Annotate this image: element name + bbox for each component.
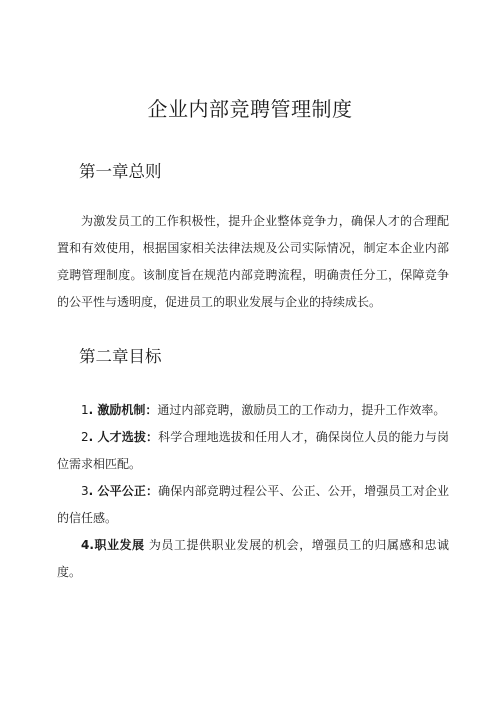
goal-item-number: 2 — [81, 430, 89, 444]
goal-item-number: 1 — [81, 403, 89, 417]
goal-item-1 — [57, 397, 449, 424]
chapter-1-heading: 第一章总则 — [79, 162, 162, 181]
goal-item-2 — [57, 424, 449, 478]
goal-item-text: 通过内部竞聘，激励员工的工作动力，提升工作效率。 — [157, 403, 446, 417]
goal-item-lead: . 公平公正： — [88, 484, 159, 498]
chapter-1-paragraph: 为激发员工的工作积极性，提升企业整体竞争力，确保人才的合理配置和有效使用，根据国家相关法律法规及公司实际情况，制定本企业内部竞聘管理制度。该制度旨在规范内部竞聘流程，明确责任分工，保障竞争的公平性与透明度，促进员工的职业发展与企业的持续成长。 — [57, 214, 449, 309]
goal-item-lead: 职业发展 — [93, 538, 145, 552]
goal-item-lead: . 人才选拔： — [88, 430, 159, 444]
goal-item-text: 确保内部竞聘过程公平、公正、公开，增强员工对企业的信任感。 — [57, 484, 449, 525]
goal-item-number: 3 — [81, 484, 89, 498]
goal-item-number: 4. — [81, 538, 94, 552]
goal-item-3 — [57, 478, 449, 532]
goal-item-text: 为员工提供职业发展的机会，增强员工的归属感和忠诚度。 — [57, 538, 449, 579]
chapter-2-heading: 第二章目标 — [79, 347, 162, 366]
document-title: 企业内部竞聘管理制度 — [147, 97, 353, 121]
goal-item-text: 科学合理地选拔和任用人才，确保岗位人员的能力与岗位需求相匹配。 — [57, 430, 449, 471]
goal-item-lead: . 激励机制： — [88, 403, 158, 417]
goal-item-4 — [57, 532, 449, 586]
